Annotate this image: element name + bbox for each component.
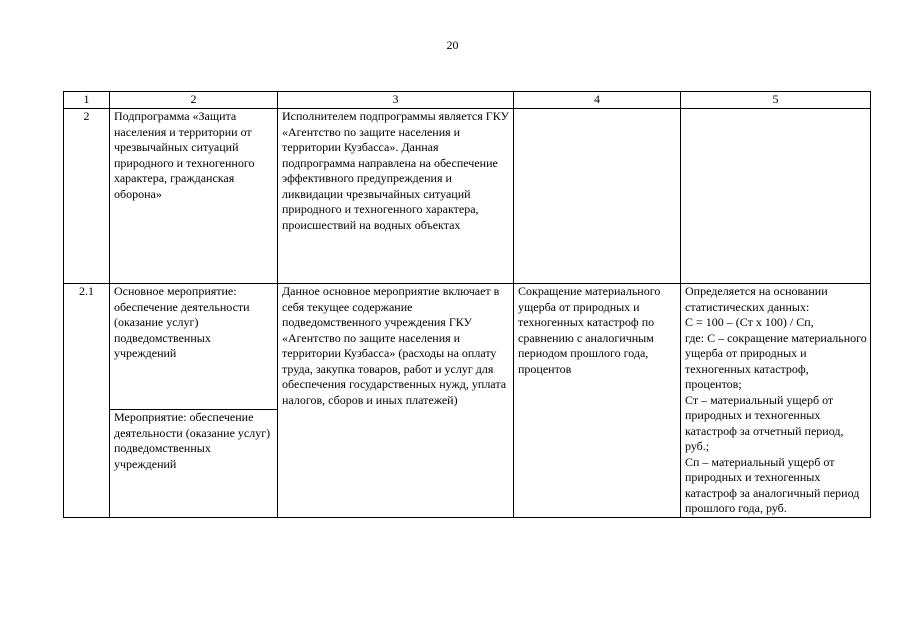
subprogram-description: Исполнителем подпрограммы является ГКУ «Агентство по защите населения и территории Кузбасса». Данная подпрограмма направлена на обеспечение эффективного предупреждения и ликвидации чрезвычайных ситуаций природного и техногенного характера, происшествий на водных объектах <box>278 109 514 284</box>
subprogram-name: Подпрограмма «Защита населения и территории от чрезвычайных ситуаций природного и техногенного характера, гражданская оборона» <box>110 109 278 284</box>
main-activity-name: Основное мероприятие: обеспечение деятельности (оказание услуг) подведомственных учреждений <box>110 284 278 410</box>
indicator-cell: Сокращение материального ущерба от природных и техногенных катастроф по сравнению с аналогичным периодом прошлого года, процентов <box>514 284 681 518</box>
table-header-row <box>64 92 871 109</box>
row-number: 2 <box>64 109 110 284</box>
header-cell-4: 4 <box>514 92 681 109</box>
table-row <box>64 284 871 410</box>
method-cell <box>681 109 871 284</box>
indicator-cell <box>514 109 681 284</box>
method-cell: Определяется на основании статистических данных: С = 100 – (Ст х 100) / Сп, где: С – сокращение материального ущерба от природных и техногенных катастроф, процентов; Ст – материальный ущерб от природных и техногенных катастроф за отчетный период, руб.; Сп – материальный ущерб от природных и техногенных катастроф за аналогичный период прошлого года, руб. <box>681 284 871 518</box>
header-cell-3: 3 <box>278 92 514 109</box>
main-activity-description: Данное основное мероприятие включает в себя текущее содержание подведомственного учреждения ГКУ «Агентство по защите населения и территории Кузбасса» (расходы на оплату труда, закупка товаров, работ и услуг для обеспечения государственных нужд, уплата налогов, сборов и иных платежей) <box>278 284 514 518</box>
table-row <box>64 109 871 284</box>
row-number: 2.1 <box>64 284 110 518</box>
header-cell-5: 5 <box>681 92 871 109</box>
page-number: 20 <box>446 38 459 52</box>
header-cell-2: 2 <box>110 92 278 109</box>
program-table <box>63 91 871 518</box>
header-cell-1: 1 <box>64 92 110 109</box>
activity-name: Мероприятие: обеспечение деятельности (оказание услуг) подведомственных учреждений <box>110 410 278 517</box>
